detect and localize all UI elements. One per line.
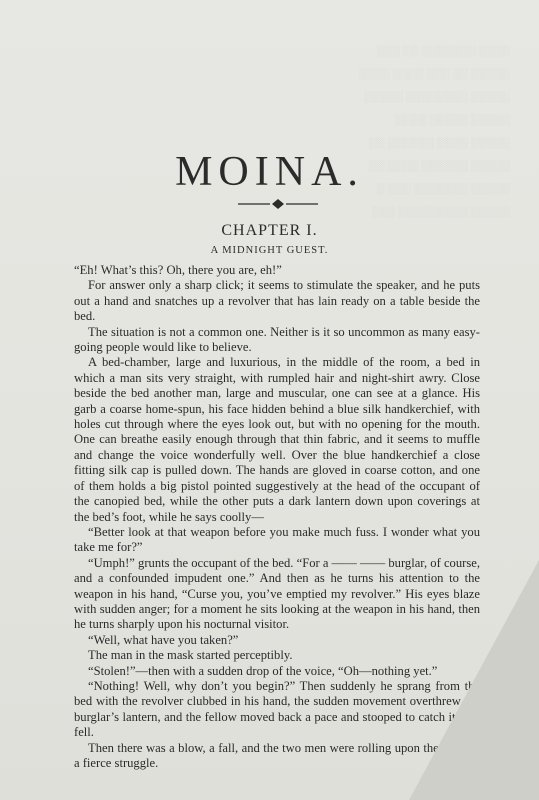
chapter-subtitle: A MIDNIGHT GUEST. [210, 245, 329, 256]
book-title: MOINA. [175, 149, 364, 195]
paragraph: The man in the mask started perceptibly. [88, 648, 293, 663]
paragraph: “Well, what have you taken?” [88, 632, 239, 647]
paragraph: “Better look at that weapon before you make much fuss. I wonder what you take me for?” [74, 524, 480, 555]
page-curl [409, 560, 539, 800]
chapter-heading: CHAPTER I. [221, 222, 318, 239]
paragraph: For answer only a sharp click; it seems to stimulate the speaker, and he puts out a hand and snatches up a revolver that has lain ready on a table beside the bed. [74, 278, 480, 324]
paragraph: Then there was a blow, a fall, and the two men were rolling upon the floor in a fierce struggle. [74, 740, 480, 770]
title-ornament-icon [238, 198, 318, 210]
show-through-text: ░░░░ ░░░░░░░ ░░ ░░░ ░░░░░ ░░ ░░░ ░░░░ ░░░░ ░░░░░ ░░░░░░░░ ░░░░░ ░░░░░ ░░░░░ ░░░░ ░░░░░ ░░░░ ░░░░░░ ░░ ░░░░░ ░░░░░░ ░░░░ ░░ ░░░░░ ░░░░░░░ ░░░ ░ ░░░░░ ░░░░░░░░░ ░░░ [358, 45, 510, 218]
paragraph: A bed-chamber, large and luxurious, in the middle of the room, a bed in which a man sits very straight, with rumpled hair and night-shirt awry. Close beside the bed another man, large and muscular, one can see at a glance. His garb a coarse home-spun, his face hidden behind a blue silk handkerchief, with holes cut through where the eyes look out, but with no opening for the mouth. One can breathe easily enough through that thin fabric, and it seems to muffle and change the voice wonderfully well. Over the blue handkerchief a close fitting silk cap is pulled down. The hands are gloved in coarse cotton, and one of them holds a big pistol pointed suggestively at the head of the occupant of the canopied bed, while the other puts a dark lantern down upon coverings at the bed’s foot, while he says coolly— [74, 355, 480, 524]
paragraph: “Nothing! Well, why don’t you begin?” Then suddenly he sprang from the bed with the revolver clubbed in his hand, the sudden movement overthrew the burglar’s lantern, and the fellow moved back a pace and stooped to catch it as it fell. [74, 678, 480, 740]
paragraph: “Stolen!”—then with a sudden drop of the voice, “Oh—nothing yet.” [88, 663, 438, 678]
paragraph: “Eh! What’s this? Oh, there you are, eh!” [74, 263, 282, 277]
paragraph: “Umph!” grunts the occupant of the bed. “For a —— —— burglar, of course, and a confounded impudent one.” And then as he turns his attention to the weapon in his hand, “Curse you, you’ve emptied my revolver.” His eyes blaze with sudden anger; for a moment he sits looking at the weapon in his hand, then he turns sharply upon his nocturnal visitor. [74, 555, 480, 632]
paragraph: The situation is not a common one. Neither is it so uncommon as many easy-going people would like to believe. [74, 324, 480, 355]
